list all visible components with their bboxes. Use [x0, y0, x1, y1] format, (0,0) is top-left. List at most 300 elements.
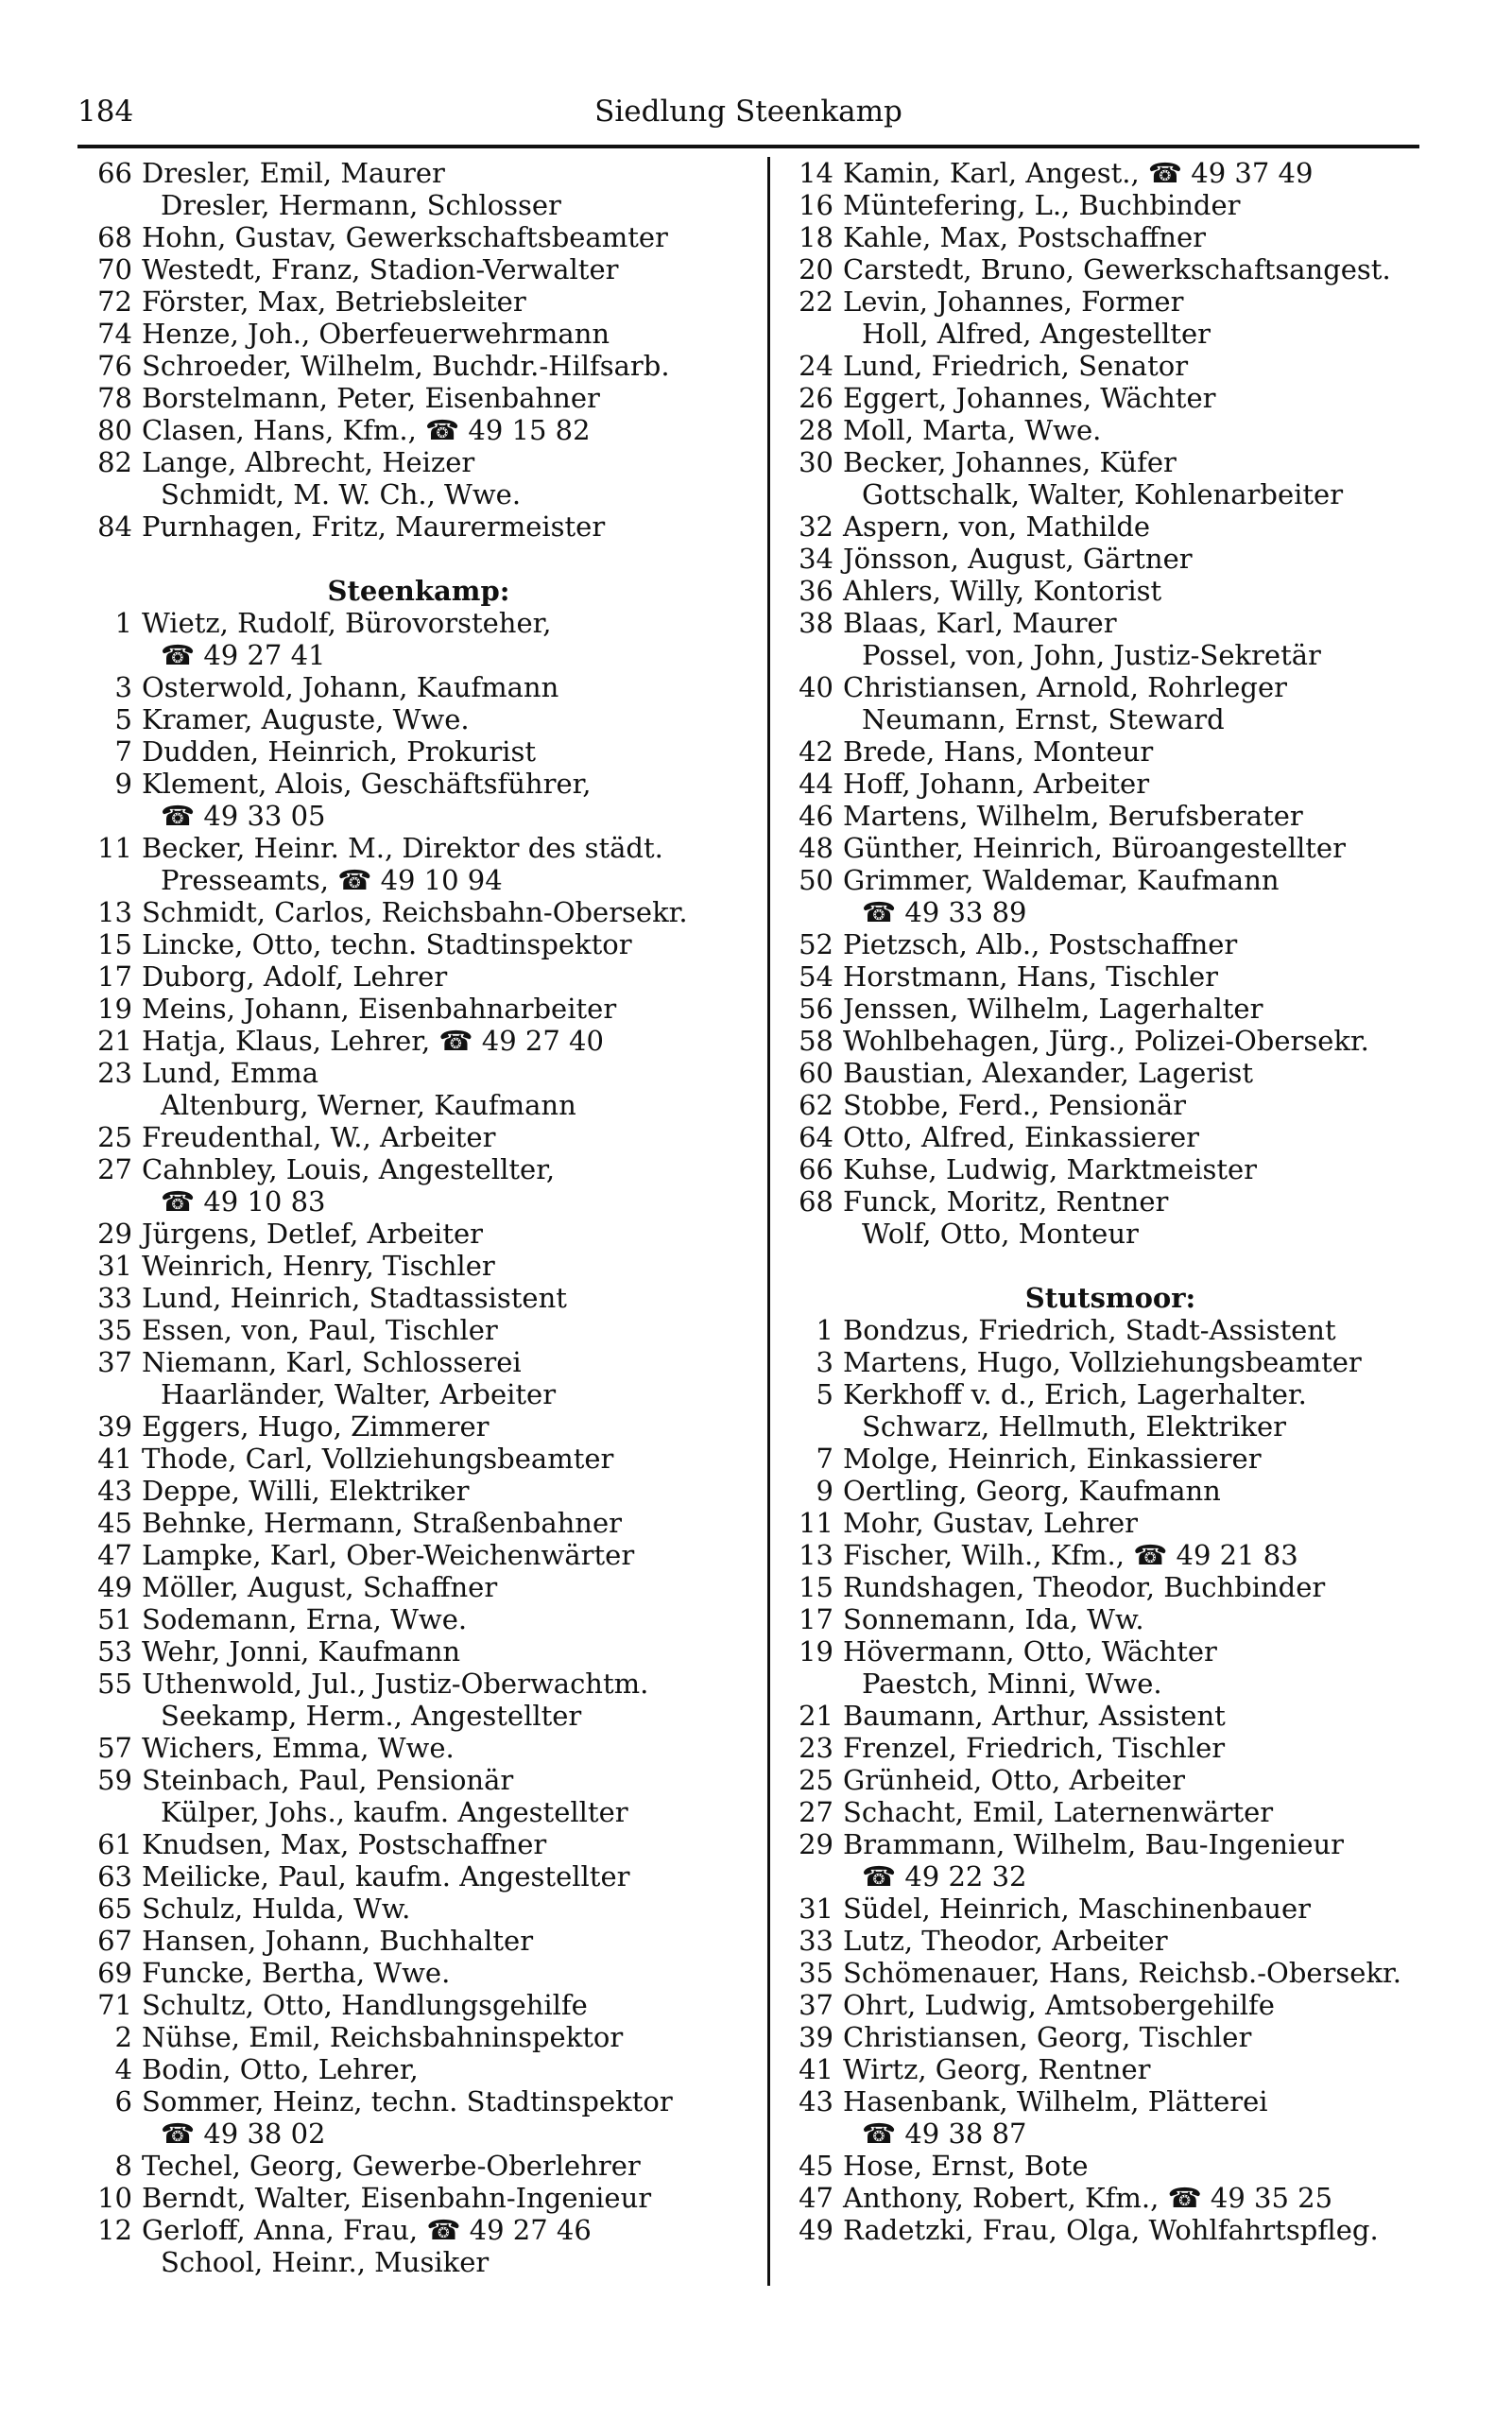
- resident-entry: [77, 1121, 760, 1153]
- resident-entry: [779, 510, 1442, 543]
- resident-text: Hose, Ernst, Bote: [843, 2150, 1089, 2182]
- house-number: 58: [799, 1025, 833, 1057]
- house-number: 54: [799, 960, 833, 993]
- resident-entry: [779, 575, 1442, 607]
- resident-entry: [779, 1378, 1442, 1410]
- resident-entry: [779, 735, 1442, 768]
- resident-text: Kerkhoff v. d., Erich, Lagerhalter.: [843, 1378, 1307, 1410]
- resident-entry: [779, 1121, 1442, 1153]
- resident-entry: [77, 350, 760, 382]
- resident-entry: [779, 928, 1442, 960]
- resident-text: Mohr, Gustav, Lehrer: [843, 1507, 1138, 1539]
- resident-text: Förster, Max, Betriebsleiter: [142, 285, 526, 318]
- resident-text: Brammann, Wilhelm, Bau-Ingenieur: [843, 1828, 1345, 1860]
- house-number: 7: [816, 1443, 833, 1475]
- house-number: 49: [799, 2214, 833, 2246]
- house-number: 23: [799, 1732, 833, 1764]
- resident-entry: [77, 1378, 760, 1410]
- resident-text: Techel, Georg, Gewerbe-Oberlehrer: [142, 2150, 641, 2182]
- resident-entry: [779, 1635, 1442, 1668]
- resident-text: Christiansen, Georg, Tischler: [843, 2021, 1252, 2053]
- house-number: 2: [114, 2021, 132, 2053]
- resident-text: Jürgens, Detlef, Arbeiter: [142, 1218, 484, 1250]
- resident-entry: [779, 1828, 1442, 1860]
- resident-text: Möller, August, Schaffner: [142, 1571, 498, 1603]
- house-number: 45: [799, 2150, 833, 2182]
- house-number: 31: [97, 1250, 132, 1282]
- resident-text: Hoff, Johann, Arbeiter: [843, 768, 1150, 800]
- resident-entry: [779, 1410, 1442, 1443]
- resident-text: Martens, Wilhelm, Berufsberater: [843, 800, 1303, 832]
- resident-entry: [77, 318, 760, 350]
- resident-entry: [77, 768, 760, 800]
- resident-text: Rundshagen, Theodor, Buchbinder: [843, 1571, 1326, 1603]
- resident-text: Osterwold, Johann, Kaufmann: [142, 671, 559, 703]
- resident-text: Wietz, Rudolf, Bürovorsteher,: [142, 607, 552, 639]
- resident-text: Jönsson, August, Gärtner: [843, 543, 1193, 575]
- resident-entry: [77, 2021, 760, 2053]
- resident-text: Lund, Friedrich, Senator: [843, 350, 1189, 382]
- resident-entry: [77, 2053, 760, 2085]
- resident-entry: [77, 2118, 760, 2150]
- house-number: 35: [799, 1957, 833, 1989]
- section-spacer: [779, 1250, 1442, 1282]
- house-number: 66: [799, 1153, 833, 1185]
- resident-text: Lutz, Theodor, Arbeiter: [843, 1925, 1168, 1957]
- house-number: 1: [816, 1314, 833, 1346]
- resident-text: Funcke, Bertha, Wwe.: [142, 1957, 451, 1989]
- house-number: 24: [799, 350, 833, 382]
- resident-text: Hohn, Gustav, Gewerkschaftsbeamter: [142, 221, 668, 253]
- house-number: 27: [97, 1153, 132, 1185]
- resident-entry: [77, 382, 760, 414]
- resident-text: Paestch, Minni, Wwe.: [862, 1668, 1162, 1700]
- house-number: 13: [97, 896, 132, 928]
- resident-entry: [77, 446, 760, 478]
- house-number: 40: [799, 671, 833, 703]
- resident-entry: [779, 768, 1442, 800]
- resident-entry: [779, 1603, 1442, 1635]
- resident-entry: [779, 221, 1442, 253]
- left-column: [77, 157, 760, 2278]
- page-header: [77, 91, 1419, 140]
- house-number: 16: [799, 189, 833, 221]
- resident-text: Dresler, Emil, Maurer: [142, 157, 445, 189]
- resident-entry: [779, 671, 1442, 703]
- house-number: 74: [97, 318, 132, 350]
- resident-entry: [77, 735, 760, 768]
- resident-text: Jenssen, Wilhelm, Lagerhalter: [843, 993, 1263, 1025]
- resident-text: Oertling, Georg, Kaufmann: [843, 1475, 1221, 1507]
- resident-text: Ahlers, Willy, Kontorist: [843, 575, 1162, 607]
- resident-text: Gerloff, Anna, Frau, ☎ 49 27 46: [142, 2214, 592, 2246]
- house-number: 9: [114, 768, 132, 800]
- house-number: 11: [97, 832, 132, 864]
- resident-text: Eggert, Johannes, Wächter: [843, 382, 1216, 414]
- running-head: Siedlung Steenkamp: [594, 95, 902, 129]
- house-number: 17: [799, 1603, 833, 1635]
- resident-text: ☎ 49 38 02: [161, 2118, 326, 2150]
- resident-entry: [779, 2053, 1442, 2085]
- house-number: 84: [97, 510, 132, 543]
- house-number: 39: [97, 1410, 132, 1443]
- resident-entry: [77, 2246, 760, 2278]
- resident-text: Klement, Alois, Geschäftsführer,: [142, 768, 592, 800]
- resident-entry: [77, 1571, 760, 1603]
- resident-text: Sodemann, Erna, Wwe.: [142, 1603, 468, 1635]
- resident-entry: [77, 1957, 760, 1989]
- resident-text: Lange, Albrecht, Heizer: [142, 446, 475, 478]
- house-number: 53: [97, 1635, 132, 1668]
- resident-entry: [779, 1764, 1442, 1796]
- street-heading-label: Steenkamp:: [327, 575, 510, 607]
- resident-entry: [779, 478, 1442, 510]
- resident-text: Presseamts, ☎ 49 10 94: [161, 864, 503, 896]
- resident-text: Schömenauer, Hans, Reichsb.-Obersekr.: [843, 1957, 1401, 1989]
- house-number: 60: [799, 1057, 833, 1089]
- resident-text: ☎ 49 22 32: [862, 1860, 1027, 1893]
- house-number: 47: [97, 1539, 132, 1571]
- resident-text: Cahnbley, Louis, Angestellter,: [142, 1153, 556, 1185]
- resident-entry: [779, 800, 1442, 832]
- resident-entry: [77, 800, 760, 832]
- house-number: 4: [114, 2053, 132, 2085]
- resident-entry: [77, 671, 760, 703]
- resident-entry: [779, 157, 1442, 189]
- resident-text: Possel, von, John, Justiz-Sekretär: [862, 639, 1321, 671]
- resident-text: Haarländer, Walter, Arbeiter: [161, 1378, 557, 1410]
- resident-text: Kahle, Max, Postschaffner: [843, 221, 1207, 253]
- resident-text: ☎ 49 10 83: [161, 1185, 326, 1218]
- resident-entry: [779, 1443, 1442, 1475]
- resident-entry: [77, 1507, 760, 1539]
- resident-entry: [779, 1796, 1442, 1828]
- house-number: 25: [799, 1764, 833, 1796]
- resident-entry: [779, 1700, 1442, 1732]
- house-number: 46: [799, 800, 833, 832]
- house-number: 3: [114, 671, 132, 703]
- house-number: 15: [97, 928, 132, 960]
- resident-entry: [779, 639, 1442, 671]
- house-number: 31: [799, 1893, 833, 1925]
- house-number: 34: [799, 543, 833, 575]
- house-number: 41: [799, 2053, 833, 2085]
- house-number: 25: [97, 1121, 132, 1153]
- resident-text: Moll, Marta, Wwe.: [843, 414, 1102, 446]
- house-number: 48: [799, 832, 833, 864]
- resident-text: Wichers, Emma, Wwe.: [142, 1732, 455, 1764]
- house-number: 9: [816, 1475, 833, 1507]
- house-number: 35: [97, 1314, 132, 1346]
- resident-entry: [779, 446, 1442, 478]
- resident-entry: [77, 1539, 760, 1571]
- resident-text: Knudsen, Max, Postschaffner: [142, 1828, 547, 1860]
- resident-entry: [77, 1635, 760, 1668]
- resident-entry: [779, 189, 1442, 221]
- house-number: 80: [97, 414, 132, 446]
- street-heading: [77, 575, 760, 607]
- resident-entry: [779, 1732, 1442, 1764]
- house-number: 47: [799, 2182, 833, 2214]
- house-number: 33: [97, 1282, 132, 1314]
- resident-text: Schulz, Hulda, Ww.: [142, 1893, 411, 1925]
- resident-entry: [77, 285, 760, 318]
- resident-entry: [779, 1507, 1442, 1539]
- resident-text: Niemann, Karl, Schlosserei: [142, 1346, 522, 1378]
- resident-text: Bodin, Otto, Lehrer,: [142, 2053, 419, 2085]
- resident-entry: [779, 1475, 1442, 1507]
- resident-entry: [77, 1057, 760, 1089]
- house-number: 66: [97, 157, 132, 189]
- resident-entry: [77, 253, 760, 285]
- resident-entry: [779, 832, 1442, 864]
- resident-entry: [77, 2214, 760, 2246]
- resident-text: Sonnemann, Ida, Ww.: [843, 1603, 1144, 1635]
- resident-entry: [779, 1571, 1442, 1603]
- resident-text: Wohlbehagen, Jürg., Polizei-Obersekr.: [843, 1025, 1369, 1057]
- house-number: 10: [97, 2182, 132, 2214]
- resident-entry: [779, 960, 1442, 993]
- resident-text: Becker, Johannes, Küfer: [843, 446, 1177, 478]
- resident-entry: [77, 1089, 760, 1121]
- house-number: 67: [97, 1925, 132, 1957]
- resident-text: Sommer, Heinz, techn. Stadtinspektor: [142, 2085, 673, 2118]
- resident-entry: [77, 1989, 760, 2021]
- right-column: [779, 157, 1442, 2246]
- resident-entry: [77, 1893, 760, 1925]
- resident-entry: [77, 1603, 760, 1635]
- resident-text: Lund, Heinrich, Stadtassistent: [142, 1282, 567, 1314]
- resident-entry: [77, 607, 760, 639]
- house-number: 78: [97, 382, 132, 414]
- resident-entry: [77, 1700, 760, 1732]
- house-number: 19: [799, 1635, 833, 1668]
- resident-entry: [77, 157, 760, 189]
- house-number: 82: [97, 446, 132, 478]
- resident-text: Pietzsch, Alb., Postschaffner: [843, 928, 1238, 960]
- resident-entry: [779, 285, 1442, 318]
- resident-entry: [779, 1057, 1442, 1089]
- house-number: 64: [799, 1121, 833, 1153]
- resident-text: Schmidt, Carlos, Reichsbahn-Obersekr.: [142, 896, 688, 928]
- resident-entry: [779, 1218, 1442, 1250]
- resident-entry: [779, 350, 1442, 382]
- house-number: 36: [799, 575, 833, 607]
- resident-text: Meilicke, Paul, kaufm. Angestellter: [142, 1860, 630, 1893]
- resident-text: Lampke, Karl, Ober-Weichenwärter: [142, 1539, 635, 1571]
- resident-entry: [77, 993, 760, 1025]
- resident-text: Carstedt, Bruno, Gewerkschaftsangest.: [843, 253, 1391, 285]
- house-number: 41: [97, 1443, 132, 1475]
- resident-text: Brede, Hans, Monteur: [843, 735, 1154, 768]
- resident-entry: [77, 221, 760, 253]
- resident-entry: [77, 1250, 760, 1282]
- house-number: 8: [114, 2150, 132, 2182]
- house-number: 44: [799, 768, 833, 800]
- resident-entry: [77, 189, 760, 221]
- resident-text: Becker, Heinr. M., Direktor des städt.: [142, 832, 663, 864]
- resident-text: Hasenbank, Wilhelm, Plätterei: [843, 2085, 1268, 2118]
- resident-text: Horstmann, Hans, Tischler: [843, 960, 1219, 993]
- resident-entry: [77, 960, 760, 993]
- resident-text: Martens, Hugo, Vollziehungsbeamter: [843, 1346, 1362, 1378]
- resident-entry: [77, 1796, 760, 1828]
- resident-entry: [779, 993, 1442, 1025]
- resident-entry: [77, 1860, 760, 1893]
- house-number: 61: [97, 1828, 132, 1860]
- house-number: 37: [97, 1346, 132, 1378]
- house-number: 14: [799, 157, 833, 189]
- house-number: 63: [97, 1860, 132, 1893]
- resident-text: Seekamp, Herm., Angestellter: [161, 1700, 582, 1732]
- house-number: 68: [97, 221, 132, 253]
- resident-text: Baustian, Alexander, Lagerist: [843, 1057, 1253, 1089]
- house-number: 18: [799, 221, 833, 253]
- header-rule: [77, 145, 1419, 148]
- resident-text: Steinbach, Paul, Pensionär: [142, 1764, 514, 1796]
- resident-entry: [77, 1314, 760, 1346]
- resident-text: Kamin, Karl, Angest., ☎ 49 37 49: [843, 157, 1314, 189]
- resident-entry: [77, 1668, 760, 1700]
- house-number: 51: [97, 1603, 132, 1635]
- house-number: 76: [97, 350, 132, 382]
- resident-entry: [77, 1443, 760, 1475]
- resident-text: Kramer, Auguste, Wwe.: [142, 703, 470, 735]
- house-number: 26: [799, 382, 833, 414]
- resident-text: Radetzki, Frau, Olga, Wohlfahrtspfleg.: [843, 2214, 1379, 2246]
- resident-text: Külper, Johs., kaufm. Angestellter: [161, 1796, 628, 1828]
- house-number: 21: [97, 1025, 132, 1057]
- house-number: 30: [799, 446, 833, 478]
- resident-text: Schwarz, Hellmuth, Elektriker: [862, 1410, 1286, 1443]
- house-number: 57: [97, 1732, 132, 1764]
- house-number: 13: [799, 1539, 833, 1571]
- resident-entry: [77, 510, 760, 543]
- column-divider: [767, 157, 770, 2286]
- house-number: 43: [799, 2085, 833, 2118]
- resident-text: Kuhse, Ludwig, Marktmeister: [843, 1153, 1258, 1185]
- house-number: 27: [799, 1796, 833, 1828]
- resident-entry: [77, 1346, 760, 1378]
- resident-entry: [779, 607, 1442, 639]
- resident-text: Anthony, Robert, Kfm., ☎ 49 35 25: [843, 2182, 1333, 2214]
- resident-entry: [779, 414, 1442, 446]
- resident-text: Essen, von, Paul, Tischler: [142, 1314, 498, 1346]
- house-number: 11: [799, 1507, 833, 1539]
- resident-entry: [779, 1025, 1442, 1057]
- resident-text: Borstelmann, Peter, Eisenbahner: [142, 382, 600, 414]
- resident-entry: [77, 1025, 760, 1057]
- resident-text: Günther, Heinrich, Büroangestellter: [843, 832, 1346, 864]
- resident-entry: [77, 1475, 760, 1507]
- resident-text: Weinrich, Henry, Tischler: [142, 1250, 495, 1282]
- house-number: 6: [114, 2085, 132, 2118]
- resident-entry: [779, 896, 1442, 928]
- resident-text: Nühse, Emil, Reichsbahninspektor: [142, 2021, 624, 2053]
- resident-text: Gottschalk, Walter, Kohlenarbeiter: [862, 478, 1344, 510]
- house-number: 70: [97, 253, 132, 285]
- house-number: 62: [799, 1089, 833, 1121]
- resident-text: Grimmer, Waldemar, Kaufmann: [843, 864, 1280, 896]
- house-number: 59: [97, 1764, 132, 1796]
- resident-entry: [779, 318, 1442, 350]
- resident-entry: [77, 1185, 760, 1218]
- resident-entry: [77, 864, 760, 896]
- resident-text: Aspern, von, Mathilde: [843, 510, 1151, 543]
- resident-text: Blaas, Karl, Maurer: [843, 607, 1117, 639]
- resident-entry: [779, 2085, 1442, 2118]
- resident-entry: [779, 2182, 1442, 2214]
- resident-text: Hatja, Klaus, Lehrer, ☎ 49 27 40: [142, 1025, 604, 1057]
- resident-text: Dresler, Hermann, Schlosser: [161, 189, 561, 221]
- resident-text: Purnhagen, Fritz, Maurermeister: [142, 510, 606, 543]
- resident-entry: [77, 1764, 760, 1796]
- resident-text: Henze, Joh., Oberfeuerwehrmann: [142, 318, 610, 350]
- resident-entry: [779, 1153, 1442, 1185]
- resident-entry: [779, 2118, 1442, 2150]
- resident-text: Levin, Johannes, Former: [843, 285, 1184, 318]
- resident-entry: [779, 1539, 1442, 1571]
- section-spacer: [77, 543, 760, 575]
- resident-text: Berndt, Walter, Eisenbahn-Ingenieur: [142, 2182, 652, 2214]
- house-number: 69: [97, 1957, 132, 1989]
- house-number: 55: [97, 1668, 132, 1700]
- resident-text: ☎ 49 33 89: [862, 896, 1027, 928]
- resident-entry: [77, 2182, 760, 2214]
- house-number: 28: [799, 414, 833, 446]
- resident-text: Schroeder, Wilhelm, Buchdr.-Hilfsarb.: [142, 350, 670, 382]
- resident-entry: [77, 2085, 760, 2118]
- resident-entry: [77, 1732, 760, 1764]
- house-number: 5: [816, 1378, 833, 1410]
- resident-text: Lincke, Otto, techn. Stadtinspektor: [142, 928, 632, 960]
- resident-entry: [77, 1153, 760, 1185]
- resident-text: Wirtz, Georg, Rentner: [843, 2053, 1151, 2085]
- resident-entry: [779, 2021, 1442, 2053]
- resident-text: Westedt, Franz, Stadion-Verwalter: [142, 253, 619, 285]
- resident-entry: [779, 2150, 1442, 2182]
- resident-text: Christiansen, Arnold, Rohrleger: [843, 671, 1288, 703]
- resident-entry: [77, 896, 760, 928]
- house-number: 12: [97, 2214, 132, 2246]
- house-number: 7: [114, 735, 132, 768]
- house-number: 20: [799, 253, 833, 285]
- resident-text: Südel, Heinrich, Maschinenbauer: [843, 1893, 1312, 1925]
- house-number: 1: [114, 607, 132, 639]
- resident-text: Schacht, Emil, Laternenwärter: [843, 1796, 1274, 1828]
- house-number: 50: [799, 864, 833, 896]
- resident-text: Duborg, Adolf, Lehrer: [142, 960, 448, 993]
- house-number: 23: [97, 1057, 132, 1089]
- resident-entry: [77, 832, 760, 864]
- resident-entry: [77, 1218, 760, 1250]
- house-number: 56: [799, 993, 833, 1025]
- resident-text: Grünheid, Otto, Arbeiter: [843, 1764, 1185, 1796]
- resident-text: Altenburg, Werner, Kaufmann: [161, 1089, 576, 1121]
- resident-entry: [779, 1925, 1442, 1957]
- resident-entry: [779, 1185, 1442, 1218]
- house-number: 29: [799, 1828, 833, 1860]
- resident-text: Ohrt, Ludwig, Amtsobergehilfe: [843, 1989, 1275, 2021]
- house-number: 3: [816, 1346, 833, 1378]
- house-number: 32: [799, 510, 833, 543]
- resident-text: ☎ 49 27 41: [161, 639, 326, 671]
- resident-text: Clasen, Hans, Kfm., ☎ 49 15 82: [142, 414, 591, 446]
- house-number: 37: [799, 1989, 833, 2021]
- resident-text: Dudden, Heinrich, Prokurist: [142, 735, 536, 768]
- resident-entry: [77, 703, 760, 735]
- resident-text: Fischer, Wilh., Kfm., ☎ 49 21 83: [843, 1539, 1298, 1571]
